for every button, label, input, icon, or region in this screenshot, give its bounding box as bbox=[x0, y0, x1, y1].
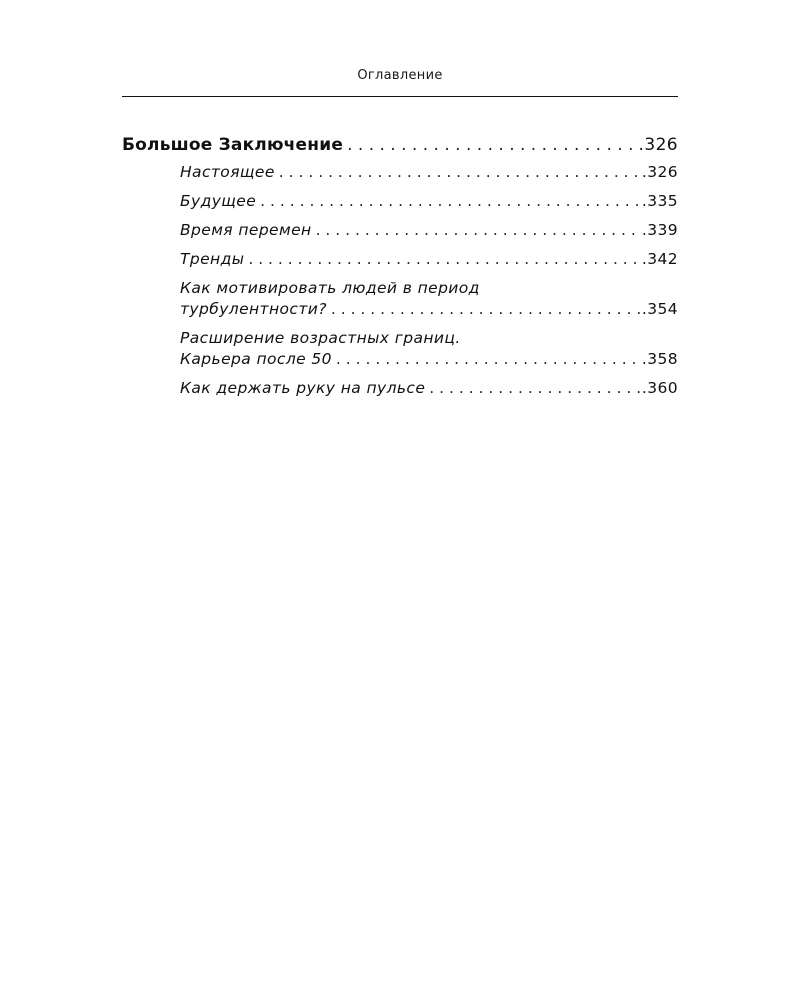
table-of-contents bbox=[122, 133, 678, 407]
toc-section-title-line1: Как мотивировать людей в период bbox=[180, 279, 480, 297]
toc-section-entry[interactable] bbox=[180, 191, 678, 212]
toc-section-entry[interactable] bbox=[180, 328, 678, 370]
toc-page-number: .335 bbox=[641, 192, 678, 210]
dot-leader bbox=[316, 220, 641, 241]
toc-page-number: .354 bbox=[641, 300, 678, 318]
toc-section-title: Настоящее bbox=[180, 163, 275, 181]
toc-section-title-line1: Расширение возрастных границ. bbox=[180, 329, 461, 347]
toc-page-number: .342 bbox=[641, 250, 678, 268]
dot-leader bbox=[336, 349, 641, 370]
toc-section-title: Тренды bbox=[180, 250, 245, 268]
toc-section-title: Будущее bbox=[180, 192, 257, 210]
toc-chapter-title: Большое Заключение bbox=[122, 135, 344, 155]
toc-page-number: .358 bbox=[641, 350, 678, 368]
toc-section-title-line2: Карьера после 50 bbox=[180, 350, 332, 368]
header-rule bbox=[122, 96, 678, 97]
toc-section-entry[interactable] bbox=[180, 220, 678, 241]
toc-page-number: .360 bbox=[641, 379, 678, 397]
running-head: Оглавление bbox=[357, 68, 443, 83]
toc-section-entry[interactable] bbox=[180, 278, 678, 320]
dot-leader bbox=[260, 191, 641, 212]
dot-leader bbox=[429, 378, 641, 399]
dot-leader bbox=[347, 133, 637, 158]
toc-page-number: .326 bbox=[641, 163, 678, 181]
toc-section-entry[interactable] bbox=[180, 378, 678, 399]
toc-page-number: .339 bbox=[641, 221, 678, 239]
dot-leader bbox=[248, 249, 641, 270]
toc-section-entry[interactable] bbox=[180, 162, 678, 183]
toc-chapter-entry[interactable] bbox=[122, 133, 678, 158]
dot-leader bbox=[331, 299, 641, 320]
book-page bbox=[122, 0, 678, 1000]
toc-page-number: .326 bbox=[638, 135, 678, 155]
toc-section-title: Время перемен bbox=[180, 221, 312, 239]
toc-section-title: Как держать руку на пульсе bbox=[180, 379, 426, 397]
toc-section-title-line2: турбулентности? bbox=[180, 300, 327, 318]
toc-section-entry[interactable] bbox=[180, 249, 678, 270]
dot-leader bbox=[279, 162, 641, 183]
